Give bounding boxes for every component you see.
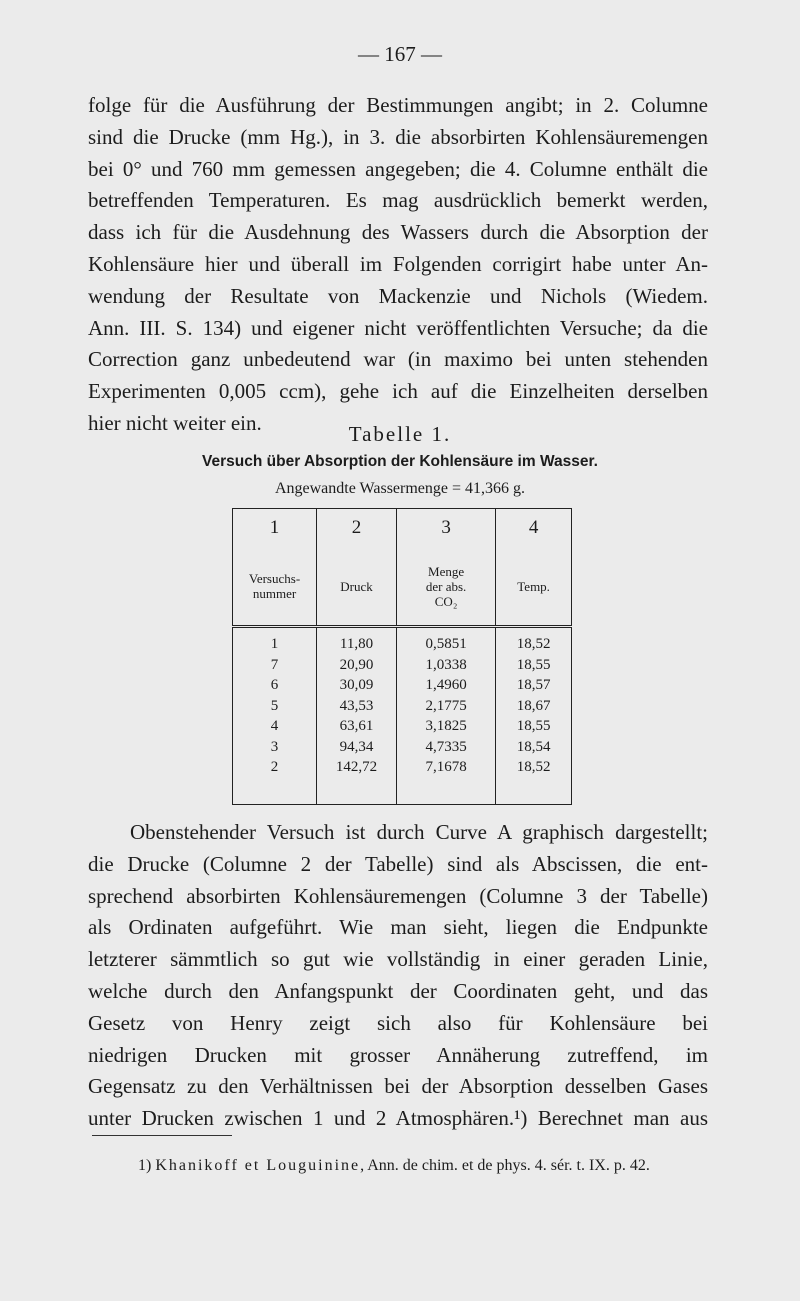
table-cell: 43,53 [317,696,397,717]
table-cell: 2,1775 [396,696,495,717]
table-cell: 18,55 [496,716,572,737]
table-cell [317,778,397,805]
column-number: 4 [496,509,572,548]
data-table [232,508,572,805]
table-row [233,737,572,758]
header-text: Menge [428,563,465,579]
table-cell: 4 [233,716,317,737]
header-text: Versuchs- [248,571,301,586]
text-line: die Drucke (Columne 2 der Tabelle) sind als Abscissen, die ent- [88,851,708,876]
column-header-druck [317,547,397,627]
text-line: Kohlensäure hier und überall im Folgenden corrigirt habe unter An- [88,251,708,276]
text-line: als Ordinaten aufgeführt. Wie man sieht, liegen die Endpunkte [88,915,708,940]
table-cell: 11,80 [317,627,397,655]
text-line: Gesetz von Henry zeigt sich also für Kohlensäure bei [88,1010,708,1035]
table-cell: 30,09 [317,675,397,696]
table-cell: 2 [233,757,317,778]
table-cell: 0,5851 [396,627,495,655]
footnote-marker: 1) [138,1157,152,1174]
text-line: Ann. III. S. 134) und eigener nicht veröffentlichten Versuche; da die [88,315,708,340]
table-cell: 18,67 [496,696,572,717]
table-end-row [233,778,572,805]
text-line: sprechend absorbirten Kohlensäuremengen (Columne 3 der Tabelle) [88,883,708,908]
header-text: Temp. [517,578,550,594]
header-text: Druck [340,578,373,594]
text-line: bei 0° und 760 mm gemessen angegeben; die 4. Columne enthält die [88,156,708,181]
table-cell: 7,1678 [396,757,495,778]
table-cell: 6 [233,675,317,696]
column-header-versuchsnummer [233,547,317,627]
text-line: letzterer sämmtlich so gut wie vollständig in einer geraden Linie, [88,947,708,972]
text-line: welche durch den Anfangspunkt der Coordinaten geht, und das [88,978,708,1003]
table-row [233,627,572,655]
table-cell: 18,57 [496,675,572,696]
paragraph-bottom [88,817,708,1135]
table-row [233,655,572,676]
table-cell: 1,4960 [396,675,495,696]
table-cell: 18,55 [496,655,572,676]
text-line: niedrigen Drucken mit grosser Annäherung zutreffend, im [88,1042,708,1067]
footnote [138,1157,650,1175]
text-line: Obenstehender Versuch ist durch Curve A graphisch dargestellt; [130,820,708,844]
table-row [233,696,572,717]
footnote-citation: , Ann. de chim. et de phys. 4. sér. t. IX. p. 42. [360,1157,650,1174]
table-cell: 18,52 [496,757,572,778]
column-header-row [233,547,572,627]
text-line: unter Drucken zwischen 1 und 2 Atmosphären.¹) Berechnet man aus [88,1106,708,1131]
table-cell: 3 [233,737,317,758]
table-cell: 4,7335 [396,737,495,758]
text-line: Correction ganz unbedeutend war (in maximo bei unten stehenden [88,347,708,372]
text-line: hier nicht weiter ein. [88,410,262,435]
table-cell [233,778,317,805]
column-number-row [233,509,572,548]
column-number: 3 [396,509,495,548]
column-header-menge [396,547,495,627]
column-number: 2 [317,509,397,548]
table-cell: 63,61 [317,716,397,737]
table-cell: 142,72 [317,757,397,778]
table-subtitle: Versuch über Absorption der Kohlensäure im Wasser. [202,453,598,470]
table-cell: 5 [233,696,317,717]
table-cell: 1,0338 [396,655,495,676]
table-cell: 3,1825 [396,716,495,737]
table-cell [396,778,495,805]
column-number: 1 [233,509,317,548]
table-cell: 18,54 [496,737,572,758]
header-text: nummer [252,586,297,601]
text-line: sind die Drucke (mm Hg.), in 3. die absorbirten Kohlensäuremengen [88,124,708,149]
table-cell: 1 [233,627,317,655]
table-cell: 20,90 [317,655,397,676]
text-line: dass ich für die Ausdehnung des Wassers durch die Absorption der [88,220,708,245]
table-cell: 94,34 [317,737,397,758]
table-row [233,716,572,737]
table-cell: 18,52 [496,627,572,655]
text-line: wendung der Resultate von Mackenzie und Nichols (Wiedem. [88,283,708,308]
table-cell [496,778,572,805]
table-cell: 7 [233,655,317,676]
footnote-rule [92,1135,232,1136]
footnote-authors: Khanikoff et Louguinine [155,1157,361,1174]
table-title: Tabelle 1. [348,422,452,446]
text-line: Experimenten 0,005 ccm), gehe ich auf die Einzelheiten derselben [88,379,708,404]
table-row [233,675,572,696]
paragraph-top [88,90,708,440]
column-header-temp [496,547,572,627]
page-number: — 167 — [358,42,442,66]
table-note: Angewandte Wassermenge = 41,366 g. [274,480,526,497]
text-line: folge für die Ausführung der Bestimmungen angibt; in 2. Columne [88,93,708,117]
text-line: betreffenden Temperaturen. Es mag ausdrücklich bemerkt werden, [88,188,708,213]
table-row [233,757,572,778]
header-text: der abs. [425,578,467,594]
header-text: CO₂ [434,593,458,609]
text-line: Gegensatz zu den Verhältnissen bei der Absorption desselben Gases [88,1074,708,1099]
